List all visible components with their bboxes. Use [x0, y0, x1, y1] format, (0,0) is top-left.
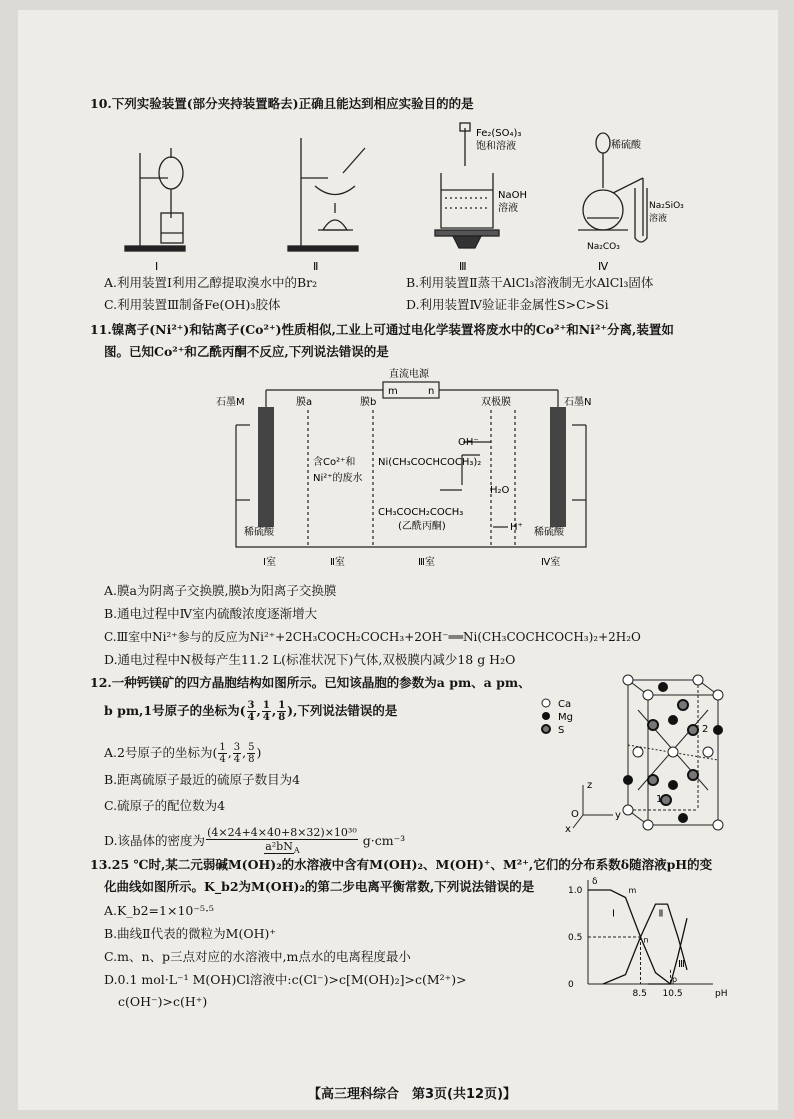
- q11-option-a[interactable]: A.膜a为阴离子交换膜,膜b为阳离子交换膜: [104, 583, 337, 598]
- q13-option-d-line2[interactable]: c(OH⁻)>c(H⁺): [118, 994, 208, 1009]
- acetylacetone-name: (乙酰丙酮): [398, 521, 446, 532]
- room-1-label: Ⅰ室: [263, 557, 276, 568]
- q11-stem-line2: 图。已知Co²⁺和乙酰丙酮不反应,下列说法错误的是: [104, 344, 389, 359]
- y-tick-label: 0.5: [568, 933, 583, 943]
- room-4-label: Ⅳ室: [541, 557, 561, 568]
- na2sio3-solution-label: 溶液: [649, 214, 668, 224]
- proton-label: H⁺: [510, 522, 523, 533]
- pole-m-label: m: [388, 386, 398, 397]
- q13-option-a[interactable]: A.K_b2=1×10⁻⁵·⁵: [104, 903, 214, 918]
- q10-option-c[interactable]: C.利用装置Ⅲ制备Fe(OH)₃胶体: [104, 297, 281, 312]
- naoh-label: NaOH: [498, 190, 527, 201]
- apparatus-2-label: Ⅱ: [313, 260, 319, 273]
- q13-option-b[interactable]: B.曲线Ⅱ代表的微粒为M(OH)⁺: [104, 926, 276, 941]
- apparatus-2: [288, 138, 365, 251]
- q11-option-c[interactable]: C.Ⅲ室中Ni²⁺参与的反应为Ni²⁺+2CH₃COCH₂COCH₃+2OH⁻══Ni(CH₃COCHCOCH₃)₂+2H₂O: [104, 630, 641, 644]
- dilute-acid-left: 稀硫酸: [244, 527, 274, 538]
- bipolar-membrane-label: 双极膜: [481, 397, 511, 408]
- q13-stem-line2: 化曲线如图所示。K_b2为M(OH)₂的第二步电离平衡常数,下列说法错误的是: [104, 879, 535, 894]
- point-label-m: m: [628, 885, 637, 895]
- fe2so43-label: Fe₂(SO₄)₃: [476, 128, 522, 139]
- series-label-1: Ⅰ: [612, 908, 615, 920]
- graphite-m-label: 石墨M: [216, 397, 245, 408]
- axis-y-label: y: [615, 810, 621, 821]
- apparatus-4-label: Ⅳ: [598, 260, 609, 273]
- atom-2-label: 2: [702, 724, 709, 735]
- q10-option-a[interactable]: A.利用装置Ⅰ利用乙醇提取溴水中的Br₂: [104, 275, 318, 290]
- x-axis-label: pH: [715, 989, 728, 999]
- acetylacetone-formula: CH₃COCH₂COCH₃: [378, 507, 464, 518]
- apparatus-3-label: Ⅲ: [459, 260, 467, 273]
- x-tick-label: 8.5: [632, 989, 647, 999]
- hydroxide-label: OH⁻: [458, 437, 479, 448]
- apparatus-1-label: Ⅰ: [155, 260, 159, 273]
- ni-complex-label: Ni(CH₃COCHCOCH₃)₂: [378, 457, 482, 468]
- q12-option-d[interactable]: D.该晶体的密度为 $\frac{\text{(4×24+4×40+8×32)×10³⁰}}{a^2bN_A}$ g·cm⁻³: [104, 826, 406, 856]
- dilute-h2so4-label: 稀硫酸: [611, 140, 641, 151]
- q10-stem: 10.下列实验装置(部分夹持装置略去)正确且能达到相应实验目的的是: [90, 96, 474, 111]
- atom-1-label: 1: [656, 794, 663, 805]
- axis-z-label: z: [587, 780, 593, 791]
- legend-mg: Mg: [558, 712, 573, 723]
- room-3-label: Ⅲ室: [418, 557, 435, 568]
- graphite-m-electrode: [258, 407, 274, 527]
- q11-stem-line1: 11.镍离子(Ni²⁺)和钴离子(Co²⁺)性质相似,工业上可通过电化学装置将废水中的Co²⁺和Ni²⁺分离,装置如: [90, 322, 674, 337]
- na2sio3-label: Na₂SiO₃: [649, 201, 684, 211]
- graphite-n-electrode: [550, 407, 566, 527]
- q13-option-c[interactable]: C.m、n、p三点对应的水溶液中,m点水的电离程度最小: [104, 949, 411, 964]
- q13-option-d-line1[interactable]: D.0.1 mol·L⁻¹ M(OH)Cl溶液中:c(Cl⁻)>c[M(OH)₂]>c(M²⁺)>: [104, 972, 467, 987]
- atoms-ca: [623, 675, 723, 830]
- coord-z-fraction: $\frac{1}{8}$: [278, 700, 286, 723]
- q12-crystal-cell-figure: [538, 670, 738, 835]
- page-footer: 【高三理科综合 第3页(共12页)】: [308, 1087, 517, 1102]
- membrane-b-label: 膜b: [360, 397, 377, 408]
- series-label-2: Ⅱ: [658, 908, 664, 920]
- q12-option-b[interactable]: B.距离硫原子最近的硫原子数目为4: [104, 772, 301, 787]
- saturated-solution-label: 饱和溶液: [476, 141, 516, 152]
- na2co3-label: Na₂CO₃: [587, 242, 620, 252]
- axis-x-label: x: [565, 824, 571, 835]
- y-axis-label: δ: [592, 877, 598, 887]
- apparatus-1: [125, 148, 185, 251]
- legend-s: S: [558, 725, 565, 736]
- q10-apparatus-figure: [103, 118, 684, 278]
- q10-option-d[interactable]: D.利用装置Ⅳ验证非金属性S>C>Si: [406, 297, 609, 312]
- q10-option-b[interactable]: B.利用装置Ⅱ蒸干AlCl₃溶液制无水AlCl₃固体: [406, 275, 654, 290]
- q11-option-d[interactable]: D.通电过程中N极每产生11.2 L(标准状况下)气体,双极膜内减少18 g H₂O: [104, 652, 516, 667]
- room-2-label: Ⅱ室: [330, 557, 345, 568]
- axis-origin-label: O: [571, 809, 579, 820]
- q12-option-a[interactable]: A.2号原子的坐标为( $\frac{1}{4}$ , $\frac{3}{4}$ , $\frac{5}{8}$ ): [104, 742, 262, 765]
- y-tick-label: 0: [568, 980, 574, 990]
- q13-stem-line1: 13.25 ℃时,某二元弱碱M(OH)₂的水溶液中含有M(OH)₂、M(OH)⁺、M²⁺,它们的分布系数δ随溶液pH的变: [90, 857, 713, 872]
- series-line-3: [648, 918, 687, 984]
- pole-n-label: n: [428, 386, 435, 397]
- y-tick-label: 1.0: [568, 886, 583, 896]
- point-label-n: n: [643, 935, 649, 945]
- coord-y-fraction: $\frac{1}{4}$: [262, 700, 270, 723]
- legend-ca: Ca: [558, 699, 572, 710]
- dilute-acid-right: 稀硫酸: [534, 527, 564, 538]
- graphite-n-label: 石墨N: [564, 397, 592, 408]
- q12-stem-line2: b pm,1号原子的坐标为( $\frac{3}{4}$ , $\frac{1}{4}$ , $\frac{1}{8}$ ),下列说法错误的是: [104, 700, 398, 723]
- q12-stem-line1: 12.一种钙镁矿的四方晶胞结构如图所示。已知该晶胞的参数为a pm、a pm、: [90, 675, 531, 690]
- naoh-solution-label: 溶液: [498, 203, 518, 214]
- q11-option-b[interactable]: B.通电过程中Ⅳ室内硫酸浓度逐渐增大: [104, 606, 318, 621]
- q12-option-c[interactable]: C.硫原子的配位数为4: [104, 798, 226, 813]
- q11-electrolysis-figure: [208, 365, 608, 585]
- x-tick-label: 10.5: [662, 989, 683, 999]
- point-label-p: p: [672, 975, 678, 985]
- coord-x-fraction: $\frac{3}{4}$: [247, 700, 255, 723]
- q13-distribution-chart: [553, 872, 743, 1007]
- series-label-3: Ⅲ: [678, 959, 685, 971]
- wastewater-label-2: Ni²⁺的废水: [313, 473, 363, 484]
- membrane-a-label: 膜a: [296, 397, 313, 408]
- exam-page: [18, 10, 778, 1110]
- wastewater-label-1: 含Co²⁺和: [313, 457, 356, 468]
- power-supply-label: 直流电源: [389, 369, 429, 380]
- water-label: H₂O: [490, 485, 510, 496]
